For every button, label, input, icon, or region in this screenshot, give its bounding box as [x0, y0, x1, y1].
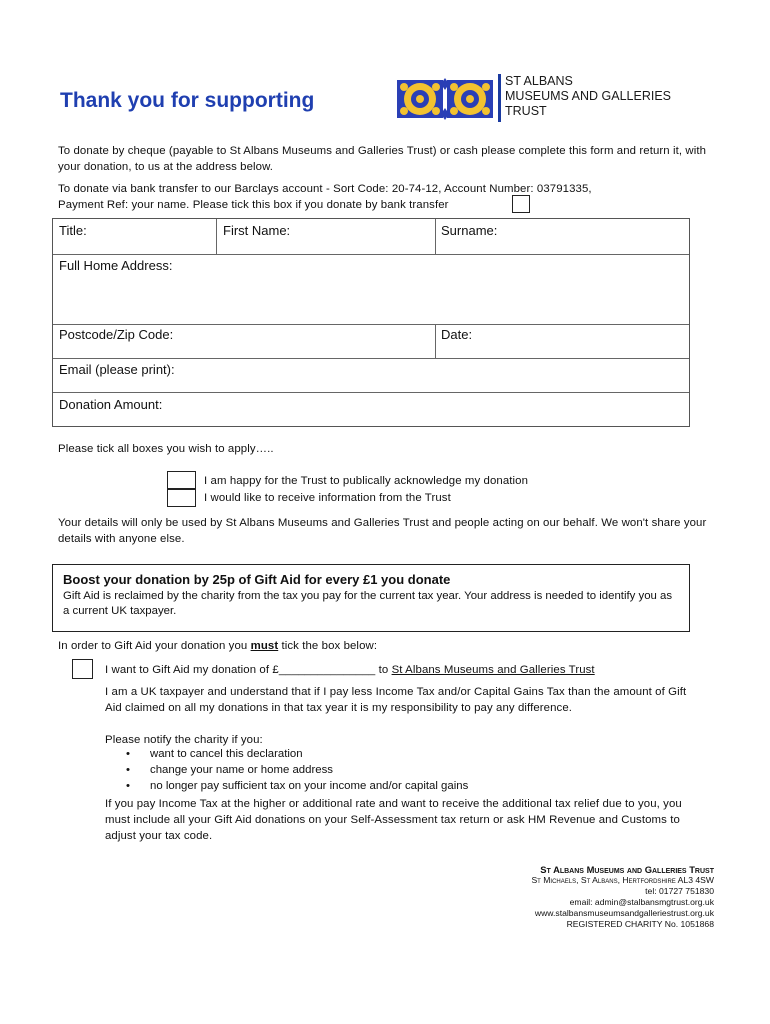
date-label: Date:	[441, 327, 473, 342]
instruction-text: In order to Gift Aid your donation you	[58, 640, 251, 652]
footer-charity-number: REGISTERED CHARITY No. 1051868	[566, 919, 714, 929]
footer-email: email: admin@stalbansmgtrust.org.uk	[569, 897, 714, 907]
taxpayer-declaration: I am a UK taxpayer and understand that if I pay less Income Tax and/or Capital Gains Tax than the amount of Gift Aid claimed on all my donations in that tax year it is my responsibility to pay any difference.	[105, 686, 687, 714]
amount-label: Donation Amount:	[59, 397, 163, 412]
footer-address: St Michaels, St Albans, Hertfordshire AL3 4SW	[531, 875, 714, 885]
title-label: Title:	[59, 223, 87, 238]
footer-tel: tel: 01727 751830	[645, 886, 714, 896]
surname-field[interactable]	[436, 219, 689, 254]
tile-pattern-icon	[395, 74, 495, 122]
first-name-label: First Name:	[223, 223, 291, 238]
acknowledge-checkbox[interactable]	[167, 471, 196, 489]
first-name-field[interactable]	[217, 219, 435, 254]
logo-divider	[498, 74, 501, 122]
address-field[interactable]	[53, 255, 689, 324]
bank-instructions-line2: Payment Ref: your name. Please tick this box if you donate by bank transfer	[58, 199, 449, 211]
notify-intro: Please notify the charity if you:	[105, 734, 263, 746]
donor-details-form	[52, 218, 690, 427]
must-emphasis: must	[250, 640, 279, 652]
amount-field[interactable]	[53, 393, 689, 426]
gift-aid-want-statement	[105, 662, 705, 678]
bullet-text: no longer pay sufficient tax on your income and/or capital gains	[150, 780, 469, 792]
want-text: I want to Gift Aid my donation of £_______________ to	[105, 664, 392, 676]
gift-aid-info-box	[52, 564, 690, 632]
gift-aid-checkbox[interactable]	[72, 659, 93, 679]
gift-aid-heading: Boost your donation by 25p of Gift Aid for every £1 you donate	[63, 572, 451, 587]
information-checkbox[interactable]	[167, 489, 196, 507]
surname-label: Surname:	[441, 223, 498, 238]
higher-rate-notice: If you pay Income Tax at the higher or additional rate and want to receive the additional tax relief due to you, you must include all your Gift Aid donations on your Self-Assessment tax return or ask HM Revenue and Customs to adjust your tax code.	[105, 798, 682, 842]
logo-line: ST ALBANS	[505, 74, 573, 88]
title-field[interactable]	[53, 219, 216, 254]
bullet-text: want to cancel this declaration	[150, 748, 303, 760]
date-field[interactable]	[436, 325, 689, 358]
address-label: Full Home Address:	[59, 258, 173, 273]
want-org: St Albans Museums and Galleries Trust	[391, 664, 595, 676]
email-field[interactable]	[53, 359, 689, 392]
notify-bullet: • want to cancel this declaration	[126, 748, 303, 760]
postcode-label: Postcode/Zip Code:	[59, 327, 174, 342]
notify-bullet: • no longer pay sufficient tax on your income and/or capital gains	[126, 780, 469, 792]
privacy-notice: Your details will only be used by St Albans Museums and Galleries Trust and people acting on our behalf. We won't share your details with anyone else.	[58, 517, 707, 545]
logo-text	[505, 74, 671, 119]
footer-org-name: St Albans Museums and Galleries Trust	[540, 864, 714, 875]
bullet-text: change your name or home address	[150, 764, 333, 776]
gift-aid-instruction	[58, 638, 718, 654]
preferences-intro: Please tick all boxes you wish to apply…..	[58, 443, 274, 455]
page-title: Thank you for supporting	[60, 89, 315, 112]
trust-logo	[395, 72, 695, 124]
gift-aid-explanation: Gift Aid is reclaimed by the charity from the tax you pay for the current tax year. Your address is needed to identify you as a current UK taxpayer.	[63, 590, 673, 617]
logo-line: TRUST	[505, 104, 547, 118]
acknowledge-label: I am happy for the Trust to publically acknowledge my donation	[204, 475, 529, 487]
cheque-instructions: To donate by cheque (payable to St Albans Museums and Galleries Trust) or cash please complete this form and return it, with your donation, to us at the address below.	[58, 145, 707, 173]
logo-line: MUSEUMS AND GALLERIES	[505, 89, 672, 103]
information-label: I would like to receive information from the Trust	[204, 492, 451, 504]
instruction-text-end: tick the box below:	[278, 640, 378, 652]
bank-transfer-checkbox[interactable]	[512, 195, 530, 213]
bank-instructions-line1: To donate via bank transfer to our Barclays account - Sort Code: 20-74-12, Account Number: 03791335,	[58, 183, 592, 195]
footer-contact	[414, 864, 714, 930]
postcode-field[interactable]	[53, 325, 435, 358]
email-label: Email (please print):	[59, 362, 175, 377]
footer-web: www.stalbansmuseumsandgalleriestrust.org.uk	[534, 908, 714, 918]
notify-bullet: • change your name or home address	[126, 764, 333, 776]
